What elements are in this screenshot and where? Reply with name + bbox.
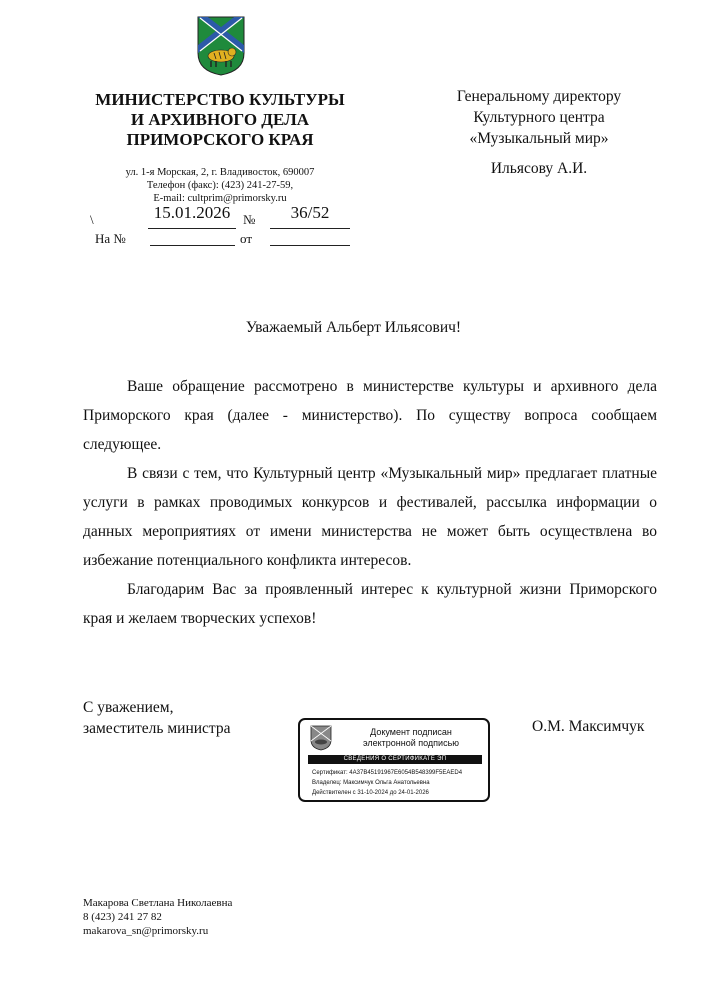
stamp-emblem-icon bbox=[310, 725, 332, 751]
regards: С уважением, bbox=[83, 699, 174, 716]
addressee-block bbox=[420, 86, 658, 179]
date-underline bbox=[148, 228, 236, 229]
letter-body bbox=[83, 372, 657, 633]
coat-of-arms-icon bbox=[196, 15, 246, 77]
in-reply-label: На № bbox=[95, 231, 126, 246]
org-line: МИНИСТЕРСТВО КУЛЬТУРЫ bbox=[95, 90, 345, 109]
org-address: ул. 1-я Морская, 2, г. Владивосток, 690007 bbox=[125, 167, 315, 178]
stamp-certificate: Сертификат: 4A37B45191967E6054B548399F5EAED4 bbox=[312, 770, 463, 776]
paragraph: Благодарим Вас за проявленный интерес к культурной жизни Приморского края и желаем творческих успехов! bbox=[83, 581, 657, 627]
executor-email: makarova_sn@primorsky.ru bbox=[83, 925, 209, 937]
stamp-certificate-bar: СВЕДЕНИЯ О СЕРТИФИКАТЕ ЭП bbox=[308, 755, 482, 764]
organization-contacts bbox=[100, 166, 340, 205]
org-phone: Телефон (факс): (423) 241-27-59, bbox=[146, 180, 294, 191]
salutation: Уважаемый Альберт Ильясович! bbox=[245, 319, 462, 336]
stamp-owner: Владелец: Максимчук Ольга Анатольевна bbox=[312, 780, 430, 786]
executor-name: Макарова Светлана Николаевна bbox=[83, 897, 233, 909]
electronic-signature-stamp bbox=[298, 718, 490, 802]
organization-name bbox=[60, 90, 380, 150]
executor-phone: 8 (423) 241 27 82 bbox=[83, 911, 162, 923]
addressee-line: Генеральному директору bbox=[456, 88, 622, 105]
addressee-line: Культурного центра bbox=[473, 109, 605, 126]
signer-name: О.М. Максимчук bbox=[532, 718, 645, 735]
org-line: ПРИМОРСКОГО КРАЯ bbox=[126, 130, 314, 149]
registration-number: 36/52 bbox=[290, 203, 330, 222]
paragraph: В связи с тем, что Культурный центр «Музыкальный мир» предлагает платные услуги в рамках проводимых конкурсов и фестивалей, рассылка информации о данных мероприятиях от имени министерства не может быть осуществлена во избежание потенциального конфликта интересов. bbox=[83, 465, 657, 569]
paragraph: Ваше обращение рассмотрено в министерстве культуры и архивного дела Приморского края (далее - министерство). По существу вопроса сообщаем следующее. bbox=[83, 378, 657, 453]
closing-block bbox=[83, 697, 231, 739]
registration-mark: \ bbox=[90, 212, 94, 227]
stamp-heading bbox=[336, 727, 486, 749]
in-reply-underline bbox=[150, 245, 235, 246]
executor-block bbox=[83, 896, 232, 938]
stamp-line: Документ подписан bbox=[370, 727, 452, 737]
signer-position: заместитель министра bbox=[83, 720, 231, 737]
from-underline bbox=[270, 245, 350, 246]
number-underline bbox=[270, 228, 350, 229]
stamp-validity: Действителен с 31-10-2024 до 24-01-2026 bbox=[312, 790, 429, 796]
number-sign: № bbox=[243, 212, 256, 227]
stamp-line: электронной подписью bbox=[362, 738, 460, 748]
addressee-name: Ильясову А.И. bbox=[490, 160, 588, 177]
org-line: И АРХИВНОГО ДЕЛА bbox=[130, 110, 310, 129]
stamp-details bbox=[312, 768, 462, 798]
from-label: от bbox=[240, 231, 253, 246]
registration-date: 15.01.2026 bbox=[153, 203, 231, 222]
org-email: E-mail: cultprim@primorsky.ru bbox=[153, 193, 287, 204]
addressee-line: «Музыкальный мир» bbox=[469, 130, 609, 147]
